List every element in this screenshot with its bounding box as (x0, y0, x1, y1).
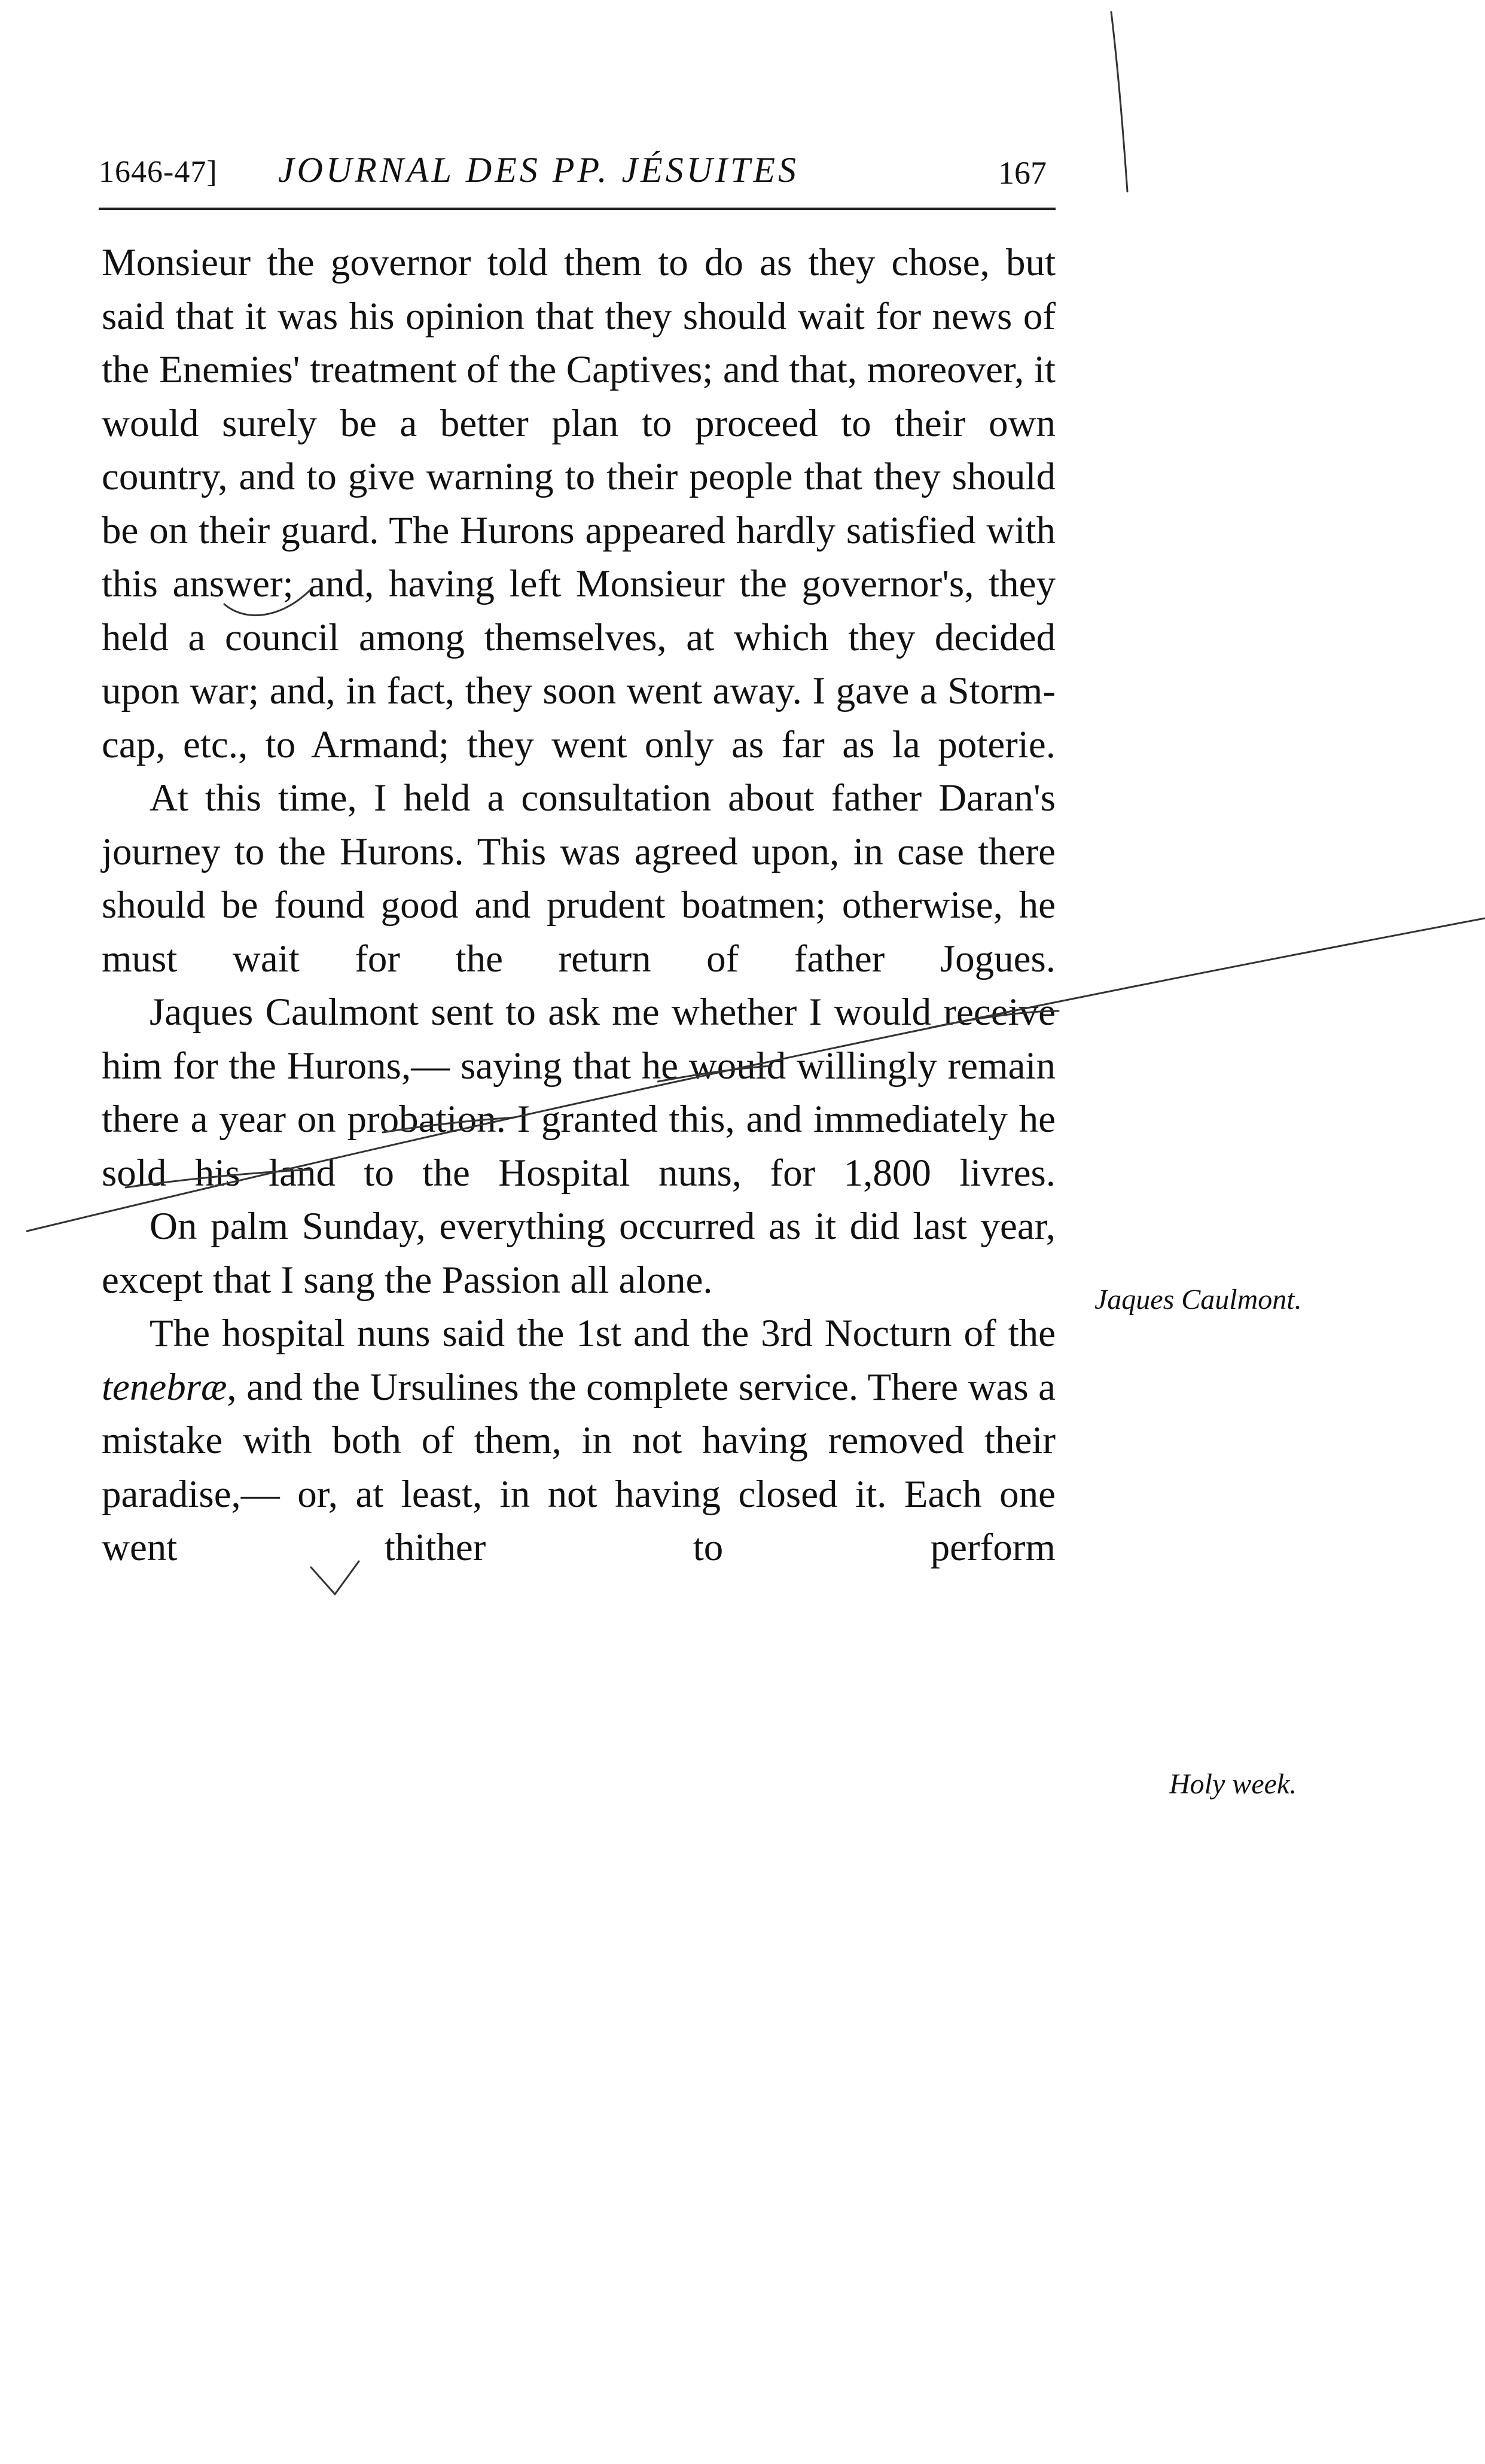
page-number: 167 (998, 155, 1047, 191)
paragraph-jaques-caulmont: Jaques Caulmont sent to ask me whether I would receive him for the Hurons,— saying that he would willingly remain there a year on probation. I granted this, and immediately he sold his land to the Hospital nuns, for 1,800 livres. (102, 991, 1056, 1195)
margin-note-holy-week: Holy week. (1169, 1768, 1297, 1800)
body-text (102, 236, 1056, 1575)
edge-pencil-line (1111, 12, 1127, 191)
paragraph-consultation: At this time, I held a consultation about father Daran's journey to the Hurons. This was agreed upon, in case there should be found good and prudent boatmen; otherwise, he must wait for the return of father Jogues. (102, 776, 1056, 980)
paragraph-palm-sunday: On palm Sunday, everything occurred as it did last year, except that I sang the Passion all alone. (102, 1205, 1056, 1302)
paragraph-holy-week (102, 1307, 1056, 1575)
holy-week-text-after: , and the Ursulines the complete service. There was a mistake with both of them, in not having removed their paradise,— or, at least, in not having closed it. Each one went thither to perform (102, 1365, 1056, 1569)
header-years: 1646-47] (99, 155, 218, 189)
tenebrae-word: tenebræ (102, 1365, 227, 1409)
header-title: JOURNAL DES PP. JÉSUITES (278, 150, 800, 190)
holy-week-text-before: The hospital nuns said the 1st and the 3rd Nocturn of the (150, 1312, 1056, 1355)
margin-note-jaques-caulmont: Jaques Caulmont. (1094, 1284, 1302, 1315)
header-rule (99, 208, 1056, 210)
paragraph-governor: Monsieur the governor told them to do as they chose, but said that it was his opinion that they should wait for news of the Enemies' treatment of the Captives; and that, moreover, it would surely be a better plan to proceed to their own country, and to give warning to their people that they should be on their guard. The Hurons appeared hardly satisfied with this answer; and, having left Monsieur the governor's, they held a council among themselves, at which they decided upon war; and, in fact, they soon went away. I gave a Storm-cap, etc., to Armand; they went only as far as la poterie. (102, 241, 1056, 766)
running-header (99, 150, 1047, 205)
